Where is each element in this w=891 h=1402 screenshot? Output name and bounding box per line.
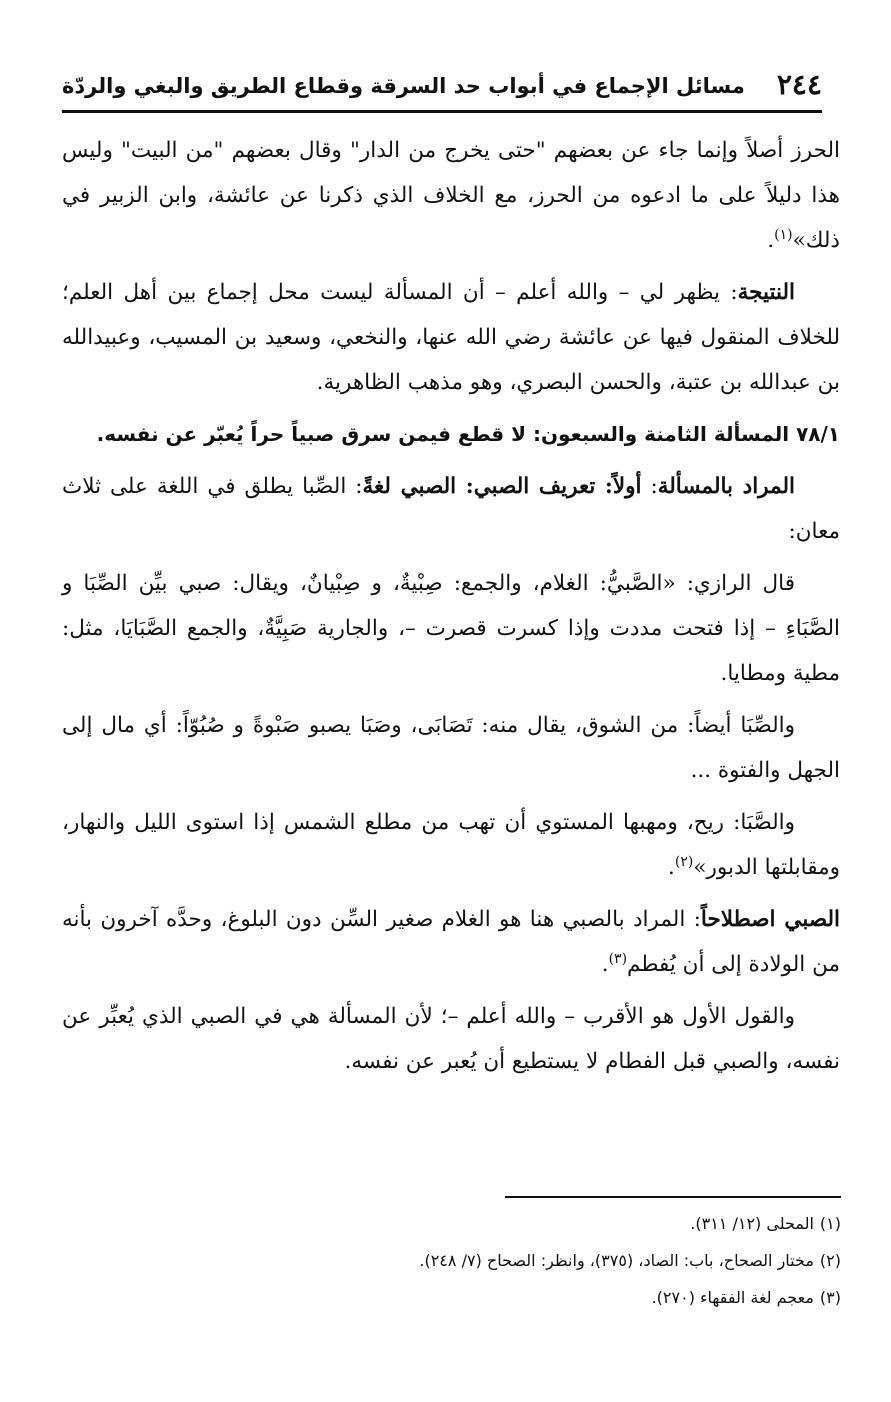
footnote-number: (٢) bbox=[819, 1251, 841, 1270]
paragraph-wind: والصَّبَا: ريح، ومهبها المستوي أن تهب من مطلع الشمس إذا استوى الليل والنهار، ومقابلتها الدبور»$^{(٢)}$. bbox=[62, 810, 840, 880]
footnotes bbox=[81, 1205, 841, 1316]
footnote-text: المحلى (١٢/ ٣١١). bbox=[690, 1214, 814, 1233]
paragraph-text: : المراد بالصبي هنا هو الغلام صغير السِّن دون البلوغ، وحدَّه آخرون بأنه من الولادة إلى أن يُفطم bbox=[62, 907, 840, 977]
footnote-3 bbox=[81, 1279, 841, 1316]
paragraph-razi: قال الرازي: «الصَّبيُّ: الغلام، والجمع: صِبْيةٌ، و صِبْيانٌ، ويقال: صبي بيِّن الصِّبَا و الصَّبَاءِ – إذا فتحت مددت وإذا كسرت قصرت –، والجارية صَبِيَّةٌ، والجمع الصَّبَايَا، مثل: مطية ومطايا. bbox=[62, 571, 840, 686]
paragraph-result bbox=[62, 270, 840, 405]
footnote-text: معجم لغة الفقهاء (٢٧٠). bbox=[651, 1288, 814, 1307]
technical-label: الصبي اصطلاحاً bbox=[700, 907, 840, 932]
footnote-divider bbox=[505, 1196, 841, 1198]
footnote-ref: (٣) bbox=[608, 950, 628, 967]
page-number: ٢٤٤ bbox=[776, 68, 822, 101]
paragraph-text: : bbox=[641, 474, 658, 499]
footnote-2 bbox=[81, 1242, 841, 1279]
paragraph-conclusion: والقول الأول هو الأقرب – والله أعلم –؛ لأن المسألة هي في الصبي الذي يُعبِّر عن نفسه، والصبي قبل الفطام لا يستطيع أن يُعبر عن نفسه. bbox=[62, 1004, 840, 1074]
paragraph-1: الحرز أصلاً وإنما جاء عن بعضهم "حتى يخرج من الدار" وقال بعضهم "من البيت" وليس هذا دليلاً على ما ادعوه من الحرز، مع الخلاف الذي ذكرنا عن عائشة، وابن الزبير في ذلك»$^{(١)}$. bbox=[62, 138, 840, 253]
meaning-label: المراد بالمسألة bbox=[657, 474, 795, 499]
footnote-text: مختار الصحاح، باب: الصاد، (٣٧٥)، وانظر: الصحاح (٧/ ٢٤٨). bbox=[419, 1251, 814, 1270]
paragraph-text: الحرز أصلاً وإنما جاء عن بعضهم "حتى يخرج من الدار" وقال بعضهم "من البيت" وليس هذا دليلاً على ما ادعوه من الحرز، مع الخلاف الذي ذكرنا عن عائشة، وابن الزبير في ذلك» bbox=[62, 138, 840, 253]
paragraph-text: : يظهر لي – والله أعلم – أن المسألة ليست محل إجماع بين أهل العلم؛ للخلاف المنقول فيها عن عائشة رضي الله عنها، والنخعي، وسعيد بن المسيب، وعبيدالله بن عبدالله بن عتبة، والحسن البصري، وهو مذهب الظاهرية. bbox=[62, 280, 840, 395]
main-text bbox=[62, 128, 840, 1091]
footnote-1 bbox=[81, 1205, 841, 1242]
footnote-number: (٣) bbox=[819, 1288, 841, 1307]
issue-heading: ٧٨/١ المسألة الثامنة والسبعون: لا قطع فيمن سرق صبياً حراً يُعبّر عن نفسه. bbox=[96, 422, 840, 446]
paragraph-text: والصَّبَا: ريح، ومهبها المستوي أن تهب من مطلع الشمس إذا استوى الليل والنهار، ومقابلتها الدبور» bbox=[62, 810, 840, 880]
definition-label: أولاً: تعريف الصبي: الصبي لغةً bbox=[362, 474, 642, 499]
paragraph-siba: والصِّبَا أيضاً: من الشوق، يقال منه: تَصَابَى، وصَبَا يصبو صَبْوةً و صُبُوّاً: أي مال إلى الجهل والفتوة ... bbox=[62, 713, 840, 783]
footnote-ref: (٢) bbox=[674, 853, 694, 870]
running-title: مسائل الإجماع في أبواب حد السرقة وقطاع الطريق والبغي والردّة bbox=[62, 74, 745, 98]
footnote-number: (١) bbox=[819, 1214, 841, 1233]
paragraph-text: : الصِّبا يطلق في اللغة على ثلاث معان: bbox=[62, 474, 840, 544]
paragraph-meaning bbox=[62, 464, 840, 554]
footnote-ref: (١) bbox=[774, 226, 793, 243]
result-label: النتيجة bbox=[737, 280, 795, 305]
page-header bbox=[62, 66, 822, 113]
paragraph-technical: الصبي اصطلاحاً: المراد بالصبي هنا هو الغلام صغير السِّن دون البلوغ، وحدَّه آخرون بأنه من الولادة إلى أن يُفطم$^{(٣)}$. bbox=[62, 907, 840, 977]
